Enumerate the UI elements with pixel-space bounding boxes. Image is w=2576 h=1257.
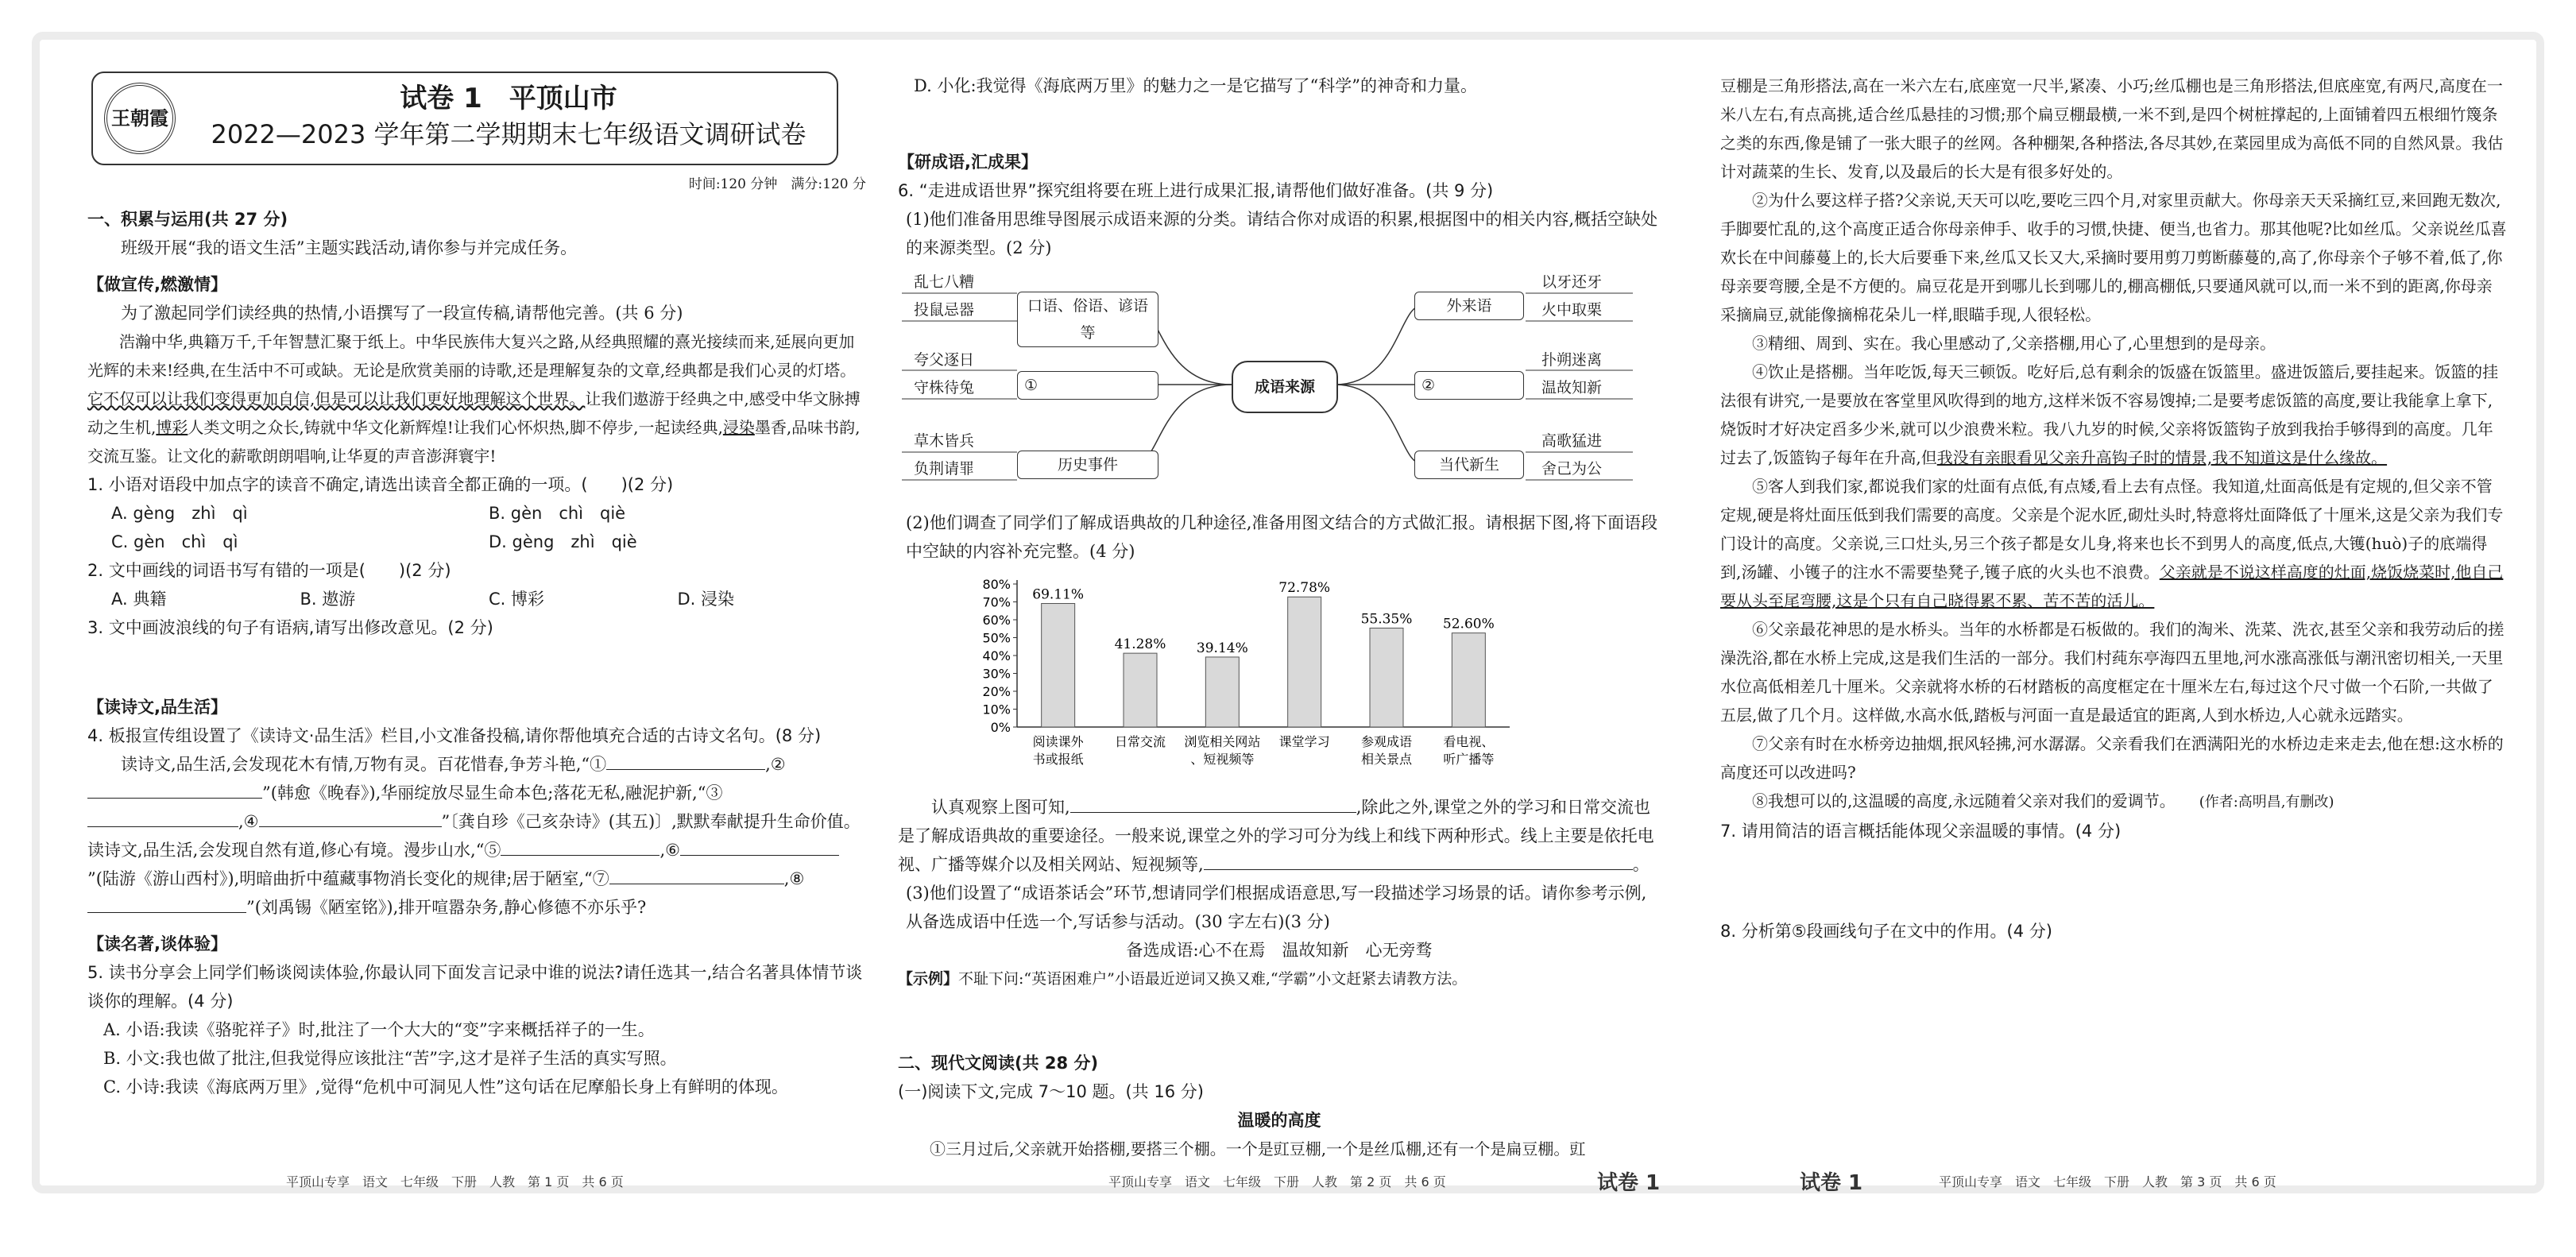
x-tick-label: 相关景点 — [1360, 752, 1413, 767]
exam-meta: 时间:120 分钟 满分:120 分 — [688, 176, 866, 192]
question-5: 5. 读书分享会上同学们畅谈阅读体验,你最认同下面发言记录中谁的说法?请任选其一,结合名著具体情节谈谈你的理解。(4 分) — [87, 963, 863, 1011]
q2-options — [87, 585, 866, 613]
y-tick-label: 60% — [982, 613, 1011, 628]
section-intro: 班级开展“我的语文生活”主题实践活动,请你参与并完成任务。 — [121, 238, 578, 257]
x-tick-label: 、短视频等 — [1190, 752, 1255, 767]
option[interactable]: D. gèng zhì qiè — [489, 532, 637, 551]
article-title: 温暖的高度 — [1237, 1111, 1321, 1130]
answer-blank[interactable] — [259, 809, 442, 827]
paper-header — [91, 72, 838, 165]
answer-blank[interactable] — [1204, 852, 1633, 870]
q6-part-1: (1)他们准备用思维导图展示成语来源的分类。请结合你对成语的积累,根据图中的相关内容,概括空缺处的来源类型。(2 分) — [906, 210, 1658, 257]
mind-item: 守株待兔 — [914, 379, 975, 396]
q6-part-2: (2)他们调查了同学们了解成语典故的几种途径,准备用图文结合的方式做汇报。请根据下图,将下面语段中空缺的内容补充完整。(4 分) — [906, 513, 1658, 561]
y-tick-label: 80% — [982, 577, 1011, 592]
bar — [1370, 628, 1403, 727]
subsection-heading: 【读诗文,品生活】 — [87, 698, 227, 717]
page-footer: 平顶山专享 语文 七年级 下册 人教 第 1 页 共 6 页 — [286, 1174, 624, 1189]
mind-item: 以牙还牙 — [1541, 273, 1603, 291]
mind-category-box: 外来语 — [1414, 292, 1524, 320]
answer-blank[interactable] — [87, 895, 246, 913]
bar-value-label: 55.35% — [1360, 611, 1413, 628]
subsection-heading: 【研成语,汇成果】 — [898, 153, 1038, 172]
page-footer: 平顶山专享 语文 七年级 下册 人教 第 3 页 共 6 页 — [1939, 1174, 2276, 1189]
article-paragraph: ③精细、周到、实在。我心里感动了,父亲搭棚,用心了,心里想到的是母亲。 — [1752, 334, 2276, 353]
section-1-heading: 一、积累与运用(共 27 分) — [87, 210, 288, 229]
mind-center: 成语来源 — [1232, 361, 1338, 413]
option[interactable]: B. gèn chì qiè — [489, 504, 626, 523]
answer-blank[interactable] — [680, 837, 839, 856]
y-tick-label: 10% — [982, 702, 1011, 717]
question-1: 1. 小语对语段中加点字的读音不确定,请选出读音全都正确的一项。( )(2 分) — [87, 475, 674, 494]
x-tick-label: 课堂学习 — [1278, 734, 1330, 749]
article-paragraph: 豆棚是三角形搭法,高在一米六左右,底座宽一尺半,紧凑、小巧;丝瓜棚也是三角形搭法,但底座宽,有两尺,高度在一米八左右,有点高挑,适合丝瓜悬挂的习惯;那个扁豆棚最横,一米不到,是四个树桩撑起的,上面铺着四五根细竹篾条之类的东西,像是铺了一张大眼子的丝网。各种棚架,各种搭法,各尽其妙,在菜园里成为高低不同的自然风景。我估计对蔬菜的生长、发育,以及最后的长大是有很多好处的。 — [1720, 76, 2504, 181]
q5-option: D. 小化:我觉得《海底两万里》的魅力之一是它描写了“科学”的神奇和力量。 — [914, 76, 1477, 95]
mind-blank-box-2[interactable]: ② — [1414, 371, 1524, 400]
question-4: 4. 板报宣传组设置了《读诗文·品生活》栏目,小文准备投稿,请你帮他填充合适的古诗文名句。(8 分) — [87, 726, 822, 745]
x-tick-label: 参观成语 — [1360, 734, 1413, 749]
mind-item: 温故知新 — [1541, 379, 1603, 396]
x-tick-label: 阅读课外 — [1032, 734, 1084, 749]
column-2 — [898, 72, 1661, 1158]
mind-item: 草木皆兵 — [914, 432, 975, 450]
answer-blank[interactable] — [87, 809, 238, 827]
chart-canvas — [898, 572, 1637, 787]
q5-option: B. 小文:我也做了批注,但我觉得应该批注“苦”字,这才是祥子生活的真实写照。 — [103, 1049, 677, 1068]
article-paragraph: ⑦父亲有时在水桥旁边抽烟,抿风轻拂,河水潺潺。父亲看我们在洒满阳光的水桥边走来走去,他在想:这水桥的高度还可以改进吗? — [1720, 734, 2504, 782]
option[interactable]: D. 浸染 — [677, 590, 735, 609]
answer-blank[interactable] — [606, 752, 765, 770]
q6-part-3: (3)他们设置了“成语茶话会”环节,想请同学们根据成语意思,写一段描述学习场景的话。请你参考示例,从备选成语中任选一个,写话参与活动。(30 字左右)(3 分) — [906, 884, 1647, 931]
y-tick-label: 0% — [990, 720, 1011, 735]
idiom-options: 备选成语:心不在焉 温故知新 心无旁骛 — [1126, 941, 1433, 960]
mind-category-box: 口语、俗语、谚语等 — [1017, 292, 1158, 347]
page-footer: 平顶山专享 语文 七年级 下册 人教 第 2 页 共 6 页 — [1108, 1174, 1446, 1189]
y-tick-label: 30% — [982, 666, 1011, 682]
q5-option: A. 小语:我读《骆驼祥子》时,批注了一个大大的“变”字来概括祥子的一生。 — [103, 1020, 655, 1039]
reading-subsection: (一)阅读下文,完成 7～10 题。(共 16 分) — [898, 1082, 1204, 1101]
mind-item: 舍己为公 — [1541, 460, 1603, 478]
paper-badge: 试卷 1 — [1800, 1171, 1863, 1195]
mind-item: 投鼠忌器 — [914, 301, 975, 319]
q5-option: C. 小诗:我读《海底两万里》,觉得“危机中可洞见人性”这句话在尼摩船长身上有鲜明的体现。 — [103, 1077, 788, 1096]
mind-item: 乱七八糟 — [914, 273, 975, 291]
x-tick-label: 书或报纸 — [1032, 752, 1084, 767]
wavy-sentence: 它不仅可以让我们变得更加自信,但是可以让我们更好地理解这个世界。 — [87, 389, 586, 408]
article-paragraph: ②为什么要这样子搭?父亲说,天天可以吃,要吃三四个月,对家里贡献大。你母亲天天采摘红豆,来回跑无数次,手脚要忙乱的,这个高度正适合你母亲伸手、收手的习惯,快捷、便当,也省力。那其他呢?比如丝瓜。父亲说丝瓜喜欢长在中间藤蔓上的,长大后要垂下来,丝瓜又长又大,采摘时要用剪刀剪断藤蔓的,高了,你母亲个子够不着,低了,你母亲要弯腰,全是不方便的。扁豆花是开到哪儿长到哪儿的,棚高棚低,只要通风就可以,而一米不到的距离,你母亲采摘扁豆,就能像摘棉花朵儿一样,眼瞄手现,人很轻松。 — [1720, 191, 2507, 324]
question-3: 3. 文中画波浪线的句子有语病,请写出修改意见。(2 分) — [87, 618, 493, 637]
mind-item: 扑朔迷离 — [1541, 351, 1603, 369]
article-paragraph: ④饮止是搭棚。当年吃饭,每天三顿饭。吃好后,总有剩余的饭盛在饭篮里。盛进饭篮后,要挂起来。饭篮的挂法很有讲究,一是要放在客堂里风吹得到的地方,这样米饭不容易馊掉;二是要考虑饭篮的高度,要让我能拿上拿下,烧饭时才好决定舀多少米,就可以少浪费米粒。我八九岁的时候,父亲将饭篮钩子放到我抬手够得到的高度。几年过去了,饭篮钩子每年在升高,但我没有亲眼看见父亲升高钩子时的情景,我不知道这是什么缘故。 — [1720, 362, 2499, 467]
example: 【示例】不耻下问:“英语困难户”小语最近逆词又换又难,“学霸”小文赶紧去请教方法。 — [898, 970, 1468, 988]
author-note: (作者:高明昌,有删改) — [2199, 794, 2334, 810]
question-6: 6. “走进成语世界”探究组将要在班上进行成果汇报,请帮他们做好准备。(共 9 分) — [898, 181, 1494, 200]
idiom-mind-map — [898, 265, 1637, 504]
mind-item: 负荆请罪 — [914, 460, 975, 478]
mind-category-box: 当代新生 — [1414, 451, 1524, 479]
paper-title: 试卷 1 平顶山市 — [400, 83, 617, 114]
x-tick-label: 日常交流 — [1114, 734, 1166, 749]
subsection-heading: 【做宣传,燃激情】 — [87, 275, 227, 294]
bar — [1205, 657, 1239, 727]
question-2: 2. 文中画线的词语书写有错的一项是( )(2 分) — [87, 561, 451, 580]
y-tick-label: 40% — [982, 648, 1011, 663]
bar-value-label: 41.28% — [1114, 636, 1166, 653]
section-2-heading: 二、现代文阅读(共 28 分) — [898, 1054, 1099, 1073]
article-paragraph: ①三月过后,父亲就开始搭棚,要搭三个棚。一个是豇豆棚,一个是丝瓜棚,还有一个是扁豆棚。豇 — [930, 1139, 1586, 1158]
bar-value-label: 69.11% — [1032, 586, 1085, 603]
mind-blank-box-1[interactable]: ① — [1017, 371, 1158, 400]
article-paragraph: ⑧我想可以的,这温暖的高度,永远随着父亲对我们的爱调节。 (作者:高明昌,有删改) — [1752, 791, 2334, 810]
bar — [1288, 597, 1321, 727]
q4-fill-text: 读诗文,品生活,会发现花木有情,万物有灵。百花惜春,争芳斗艳,“① ,②”(韩愈《晚春》),华丽绽放尽显生命本色;落花无私,融泥护新,“③,④ ”〔龚自珍《己亥杂诗》(其五)〕,默默奉献提升生命价值。读诗文,品生活,会发现自然有道,修心有境。漫步山水,“⑤ ,⑥”(陆游《游山西村》),明暗曲折中蕴藏事物消长变化的规律;居于陋室,“⑦ ,⑧”(刘禹锡《陋室铭》),排开喧嚣杂务,静心修德不亦乐乎? — [87, 750, 866, 922]
y-tick-label: 20% — [982, 684, 1011, 699]
subsection-heading: 【读名著,谈体验】 — [87, 934, 227, 953]
answer-blank[interactable] — [609, 866, 784, 884]
answer-blank[interactable] — [87, 780, 262, 799]
x-tick-label: 看电视、 — [1443, 734, 1495, 749]
bar-value-label: 39.14% — [1196, 640, 1248, 656]
bar — [1042, 604, 1075, 727]
option[interactable]: A. gèng zhì qì — [111, 504, 248, 523]
q1-options — [87, 499, 866, 556]
question-8: 8. 分析第⑤段画线句子在文中的作用。(4 分) — [1720, 922, 2052, 941]
y-tick-label: 50% — [982, 630, 1011, 646]
answer-blank[interactable] — [1070, 795, 1356, 813]
column-3 — [1720, 72, 2507, 1144]
promo-passage: 浩瀚中华,典籍万千,千年智慧汇聚于纸上。中华民族伟大复兴之路,从经典照耀的熹光接续而来,延展向更加光辉的未来!经典,在生活中不可或缺。无论是欣赏美丽的诗歌,还是理解复杂的文章,经典都是我们心灵的灯塔。它不仅可以让我们变得更加自信,但是可以让我们更好地理解这个世界。让我们遨游于经典之中,感受中华文脉搏动之生机,博彩人类文明之众长,铸就中华文化新辉煌!让我们心怀炽热,脚不停步,一起读经典,浸染墨香,品味书韵,交流互鉴。让文化的薪歌朗朗唱响,让华夏的声音澎湃寰宇! — [87, 332, 861, 466]
option[interactable]: B. 遨游 — [300, 590, 356, 609]
underlined-sentence: 父亲就是不说这样高度的灶面,烧饭烧菜时,他自己要从头至尾弯腰,这是个只有自己晓得累不累、苦不苦的活儿。 — [1720, 563, 2504, 610]
mind-category-box: 历史事件 — [1017, 451, 1158, 479]
bar-value-label: 72.78% — [1278, 580, 1331, 597]
q6-2-fill: 认真观察上图可知, ,除此之外,课堂之外的学习和日常交流也是了解成语典故的重要途径。一般来说,课堂之外的学习可分为线上和线下两种形式。线上主要是依托电视、广播等媒介以及相关网站、短视频等, 。 — [898, 793, 1661, 879]
subsection-text: 为了激起同学们读经典的热情,小语撰写了一段宣传稿,请帮他完善。(共 6 分) — [121, 304, 683, 323]
x-tick-label: 听广播等 — [1443, 752, 1495, 767]
bar — [1452, 633, 1485, 727]
publisher-logo: 王朝霞 — [104, 83, 176, 154]
column-1 — [87, 72, 866, 1144]
mind-item: 夸父逐日 — [914, 351, 975, 369]
option[interactable]: C. gèn chì qì — [111, 532, 238, 551]
answer-blank[interactable] — [501, 837, 659, 856]
bar-value-label: 52.60% — [1442, 616, 1495, 632]
article-paragraph: ⑤客人到我们家,都说我们家的灶面有点低,有点矮,看上去有点怪。我知道,灶面高低是有定规的,但父亲不管定规,硬是将灶面压低到我们需要的高度。父亲是个泥水匠,砌灶头时,特意将灶面降低了十厘米,这是父亲为我们专门设计的高度。父亲说,三口灶头,另三个孩子都是女儿身,将来也长不到男人的高度,低点,大镬(huò)子的底端得到,汤罐、小镬子的注水不需要垫凳子,镬子底的火头也不浪费。父亲就是不说这样高度的灶面,烧饭烧菜时,他自己要从头至尾弯腰,这是个只有自己晓得累不累、苦不苦的活儿。 — [1720, 477, 2504, 610]
paper-subtitle: 2022—2023 学年第二学期期末七年级语文调研试卷 — [211, 119, 806, 149]
mind-item: 火中取栗 — [1541, 301, 1603, 319]
option[interactable]: A. 典籍 — [111, 590, 167, 609]
article-paragraph: ⑥父亲最花神思的是水桥头。当年的水桥都是石板做的。我们的淘米、洗菜、洗衣,甚至父亲和我劳动后的搓澡洗浴,都在水桥上完成,这是我们生活的一部分。我们村莼东亭海四五里地,河水涨高涨低与潮汛密切相关,一天里水位高低相差几十厘米。父亲就将水桥的石材踏板的高度框定在十厘米左右,每过这个尺寸做一个石阶,一共做了五层,做了几个月。这样做,水高水低,踏板与河面一直是最适宜的距离,人到水桥边,人心就永远踏实。 — [1720, 620, 2504, 725]
bar — [1124, 653, 1157, 727]
option[interactable]: C. 博彩 — [489, 590, 545, 609]
paper-badge: 试卷 1 — [1597, 1171, 1661, 1195]
x-tick-label: 浏览相关网站 — [1184, 734, 1261, 749]
y-tick-label: 70% — [982, 594, 1011, 610]
survey-bar-chart — [898, 572, 1637, 787]
question-7: 7. 请用简洁的语言概括能体现父亲温暖的事情。(4 分) — [1720, 822, 2122, 841]
mind-item: 高歌猛进 — [1541, 432, 1603, 450]
underlined-sentence: 我没有亲眼看见父亲升高钩子时的情景,我不知道这是什么缘故。 — [1936, 448, 2388, 467]
